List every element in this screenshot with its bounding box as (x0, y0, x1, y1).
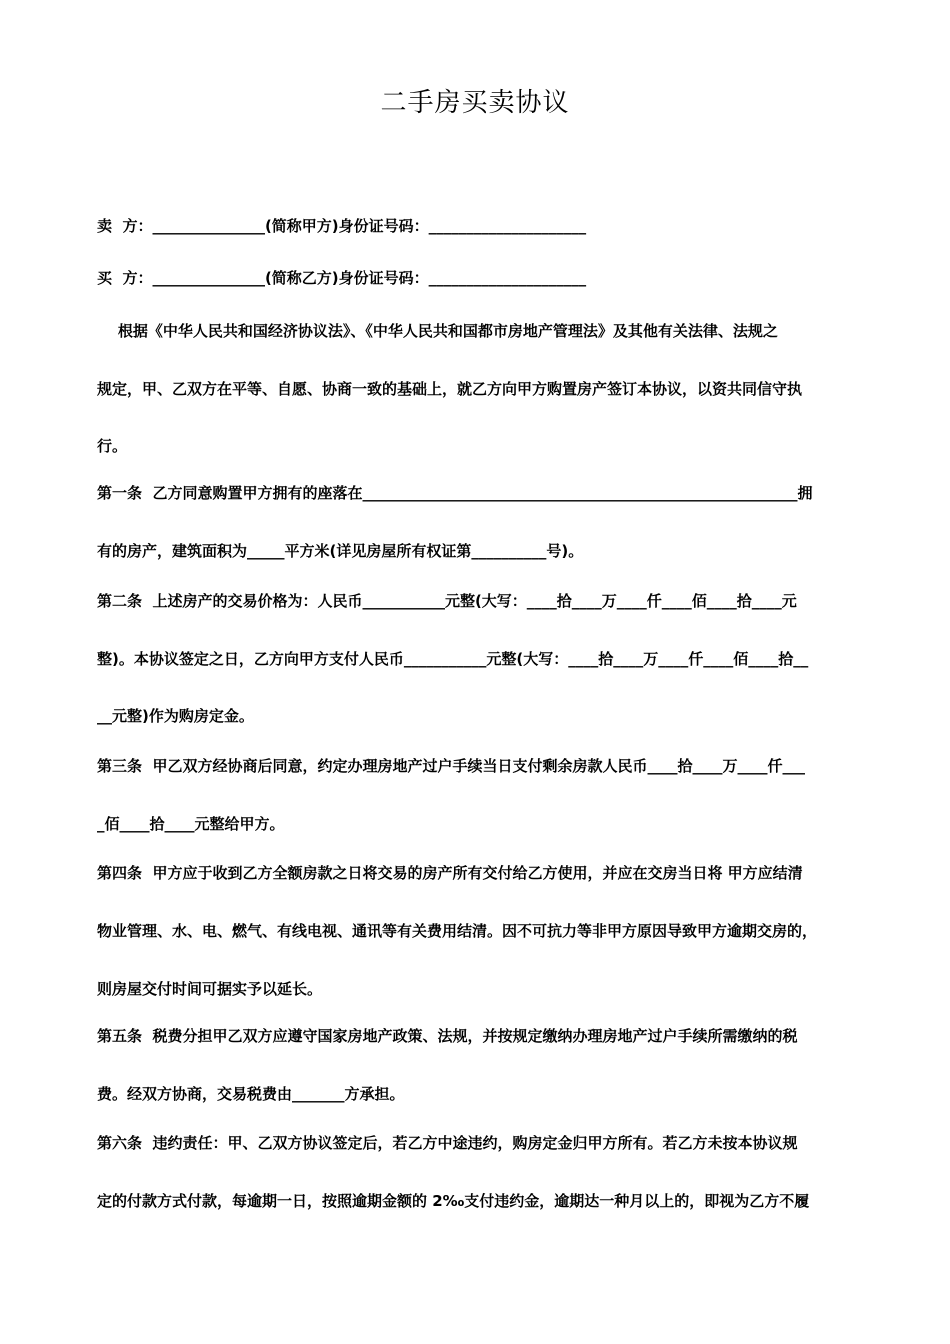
article-2-line-2: 整)。本协议签定之日，乙方向甲方支付人民币___________元整(大写：____拾____万____仟____佰____拾__ (97, 650, 809, 668)
preamble-line-2: 规定，甲、乙双方在平等、自愿、协商一致的基础上，就乙方向甲方购置房产签订本协议，以资共同信守执 (97, 380, 803, 398)
buyer-line: 买 方：_______________(简称乙方)身份证号码：_____________________ (97, 269, 587, 287)
article-5-line-1: 第五条 税费分担甲乙双方应遵守国家房地产政策、法规，并按规定缴纳办理房地产过户手续所需缴纳的税 (97, 1027, 798, 1045)
article-1-line-2: 有的房产，建筑面积为_____平方米(详见房屋所有权证第__________号)。 (97, 542, 584, 560)
article-4-line-3: 则房屋交付时间可据实予以延长。 (97, 980, 323, 998)
article-2-line-1: 第二条 上述房产的交易价格为：人民币___________元整(大写：____拾____万____仟____佰____拾____元 (97, 592, 797, 610)
article-3-line-2: _佰____拾____元整给甲方。 (97, 815, 285, 833)
article-3-line-1: 第三条 甲乙双方经协商后同意，约定办理房地产过户手续当日支付剩余房款人民币____拾____万____仟___ (97, 757, 805, 775)
article-4-line-2: 物业管理、水、电、燃气、有线电视、通讯等有关费用结清。因不可抗力等非甲方原因导致甲方逾期交房的， (97, 922, 818, 940)
article-4-line-1: 第四条 甲方应于收到乙方全额房款之日将交易的房产所有交付给乙方使用，并应在交房当日将 甲方应结清 (97, 864, 803, 882)
page-title: 二手房买卖协议 (380, 88, 570, 118)
article-6-line-2: 定的付款方式付款，每逾期一日，按照逾期金额的 2‰支付违约金，逾期达一种月以上的，即视为乙方不履 (97, 1192, 810, 1210)
seller-line: 卖 方：_______________(简称甲方)身份证号码：_____________________ (97, 217, 587, 235)
article-2-line-3: __元整)作为购房定金。 (97, 707, 254, 725)
preamble-line-3: 行。 (97, 437, 128, 455)
article-1-line-1: 第一条 乙方同意购置甲方拥有的座落在__________________________________________________________拥 (97, 484, 813, 502)
preamble-line-1: 根据《中华人民共和国经济协议法》、《中华人民共和国都市房地产管理法》及其他有关法律、法规之 (97, 322, 778, 340)
article-5-line-2: 费。经双方协商，交易税费由_______方承担。 (97, 1085, 405, 1103)
article-6-line-1: 第六条 违约责任：甲、乙双方协议签定后，若乙方中途违约，购房定金归甲方所有。若乙方未按本协议规 (97, 1134, 798, 1152)
